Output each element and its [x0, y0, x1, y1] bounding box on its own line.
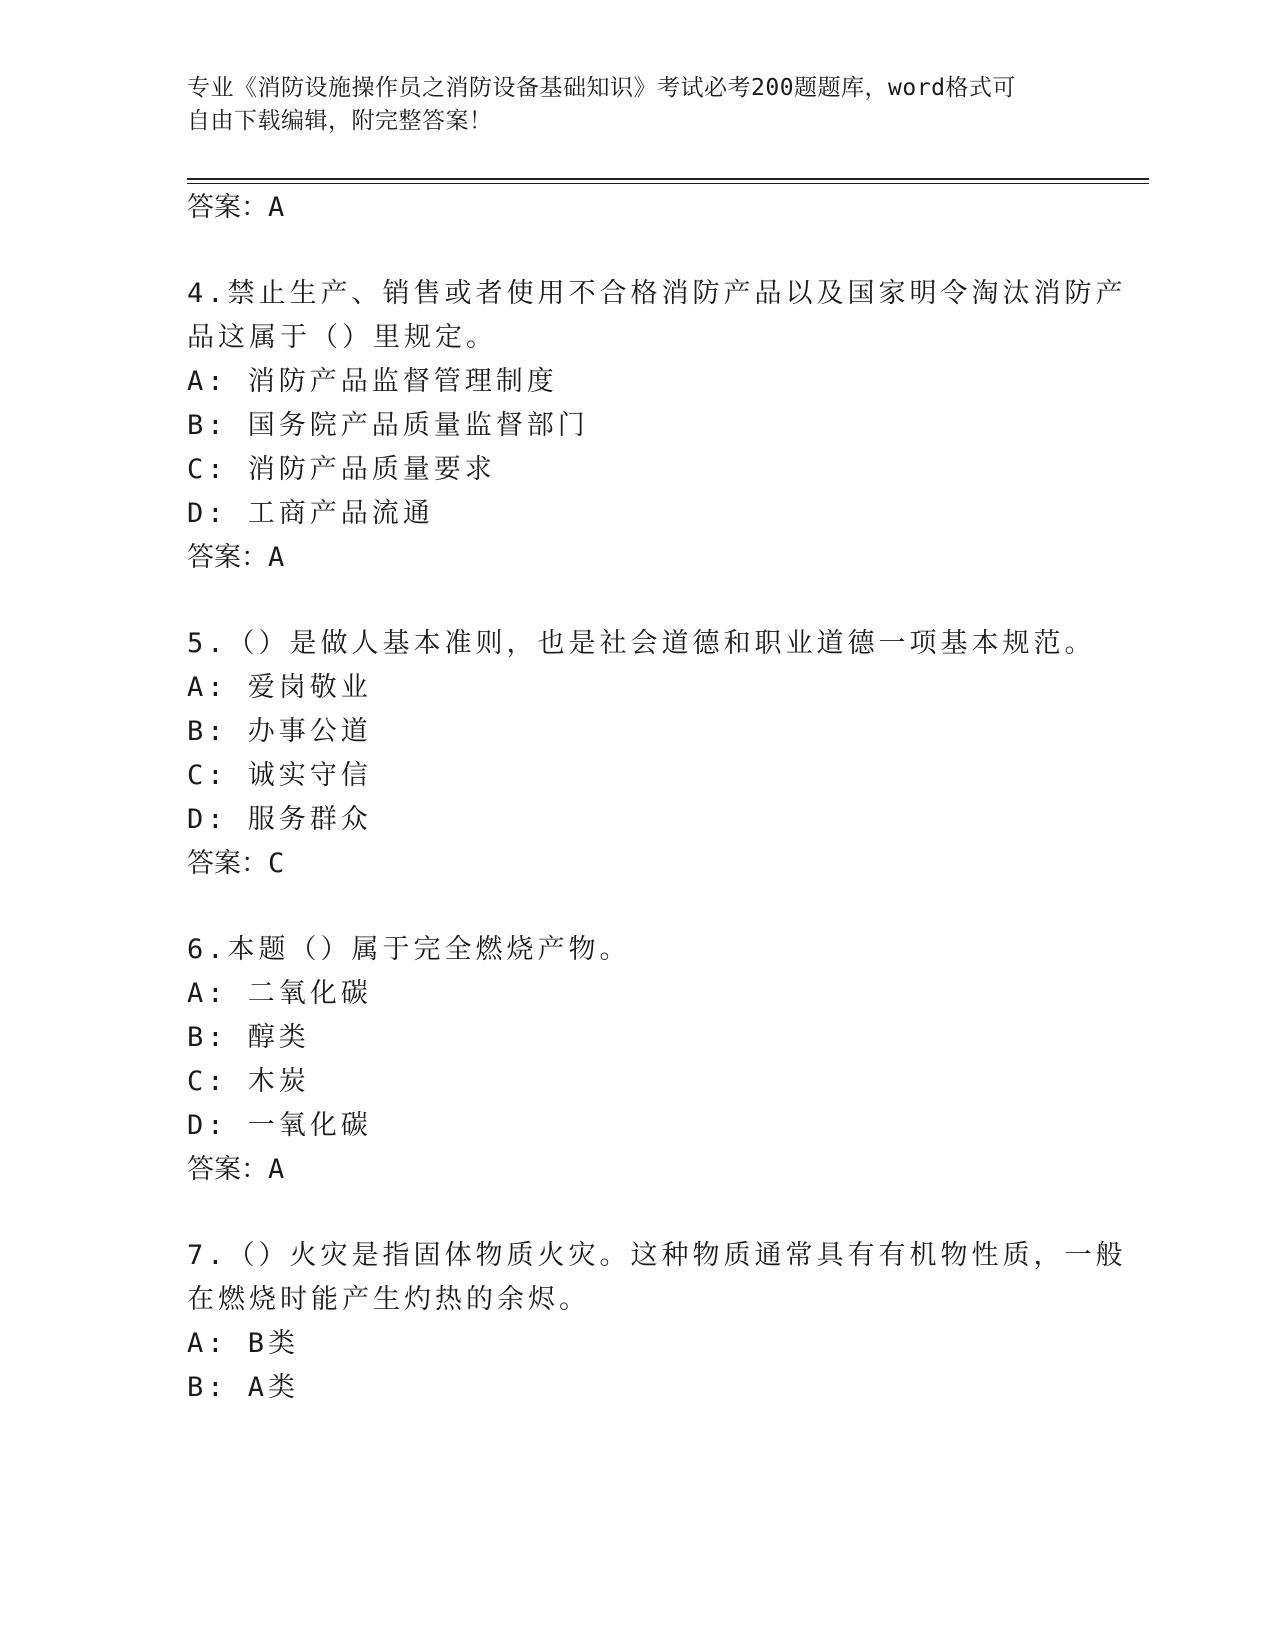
answer-label: 答案：	[187, 192, 268, 223]
q5-option-d: D: 服务群众	[187, 804, 372, 835]
q3-answer	[187, 191, 284, 225]
q7-option-a: A: B类	[187, 1328, 300, 1359]
q6-answer	[187, 1153, 284, 1187]
q7-stem-line-2: 在燃烧时能产生灼热的余烬。	[187, 1284, 590, 1315]
answer-value: A	[268, 1154, 285, 1185]
answer-value: A	[268, 192, 285, 223]
q6-option-b: B: 醇类	[187, 1022, 310, 1053]
header-title-line-1: 专业《消防设施操作员之消防设备基础知识》考试必考200题题库，word格式可	[187, 75, 1016, 101]
q6-option-a: A: 二氧化碳	[187, 978, 372, 1009]
q5-option-b: B: 办事公道	[187, 716, 372, 747]
header-title-line-2: 自由下载编辑，附完整答案！	[187, 108, 493, 134]
document-header	[187, 72, 1067, 138]
q6-option-c: C: 木炭	[187, 1066, 310, 1097]
answer-label: 答案：	[187, 1154, 268, 1185]
q5-stem-line-1: 5.（）是做人基本准则，也是社会道德和职业道德一项基本规范。	[187, 628, 1096, 659]
q4-stem-line-1: 4.禁止生产、销售或者使用不合格消防产品以及国家明令淘汰消防产	[187, 278, 1127, 309]
q6-option-d: D: 一氧化碳	[187, 1110, 372, 1141]
q4-stem-line-2: 品这属于（）里规定。	[187, 322, 497, 353]
q5-answer	[187, 847, 284, 881]
q4-option-a: A: 消防产品监督管理制度	[187, 366, 558, 397]
header-divider-thin	[187, 183, 1149, 184]
q6-stem-line-1: 6.本题（）属于完全燃烧产物。	[187, 934, 631, 965]
q7-stem-line-1: 7.（）火灾是指固体物质火灾。这种物质通常具有有机物性质，一般	[187, 1240, 1127, 1271]
q5-option-c: C: 诚实守信	[187, 760, 372, 791]
answer-label: 答案：	[187, 848, 268, 879]
q7-option-b: B: A类	[187, 1372, 300, 1403]
q4-option-d: D: 工商产品流通	[187, 498, 434, 529]
q4-option-b: B: 国务院产品质量监督部门	[187, 410, 589, 441]
q4-answer	[187, 541, 284, 575]
answer-value: C	[268, 848, 285, 879]
answer-label: 答案：	[187, 542, 268, 573]
q5-option-a: A: 爱岗敬业	[187, 672, 372, 703]
header-divider-thick	[187, 178, 1149, 180]
answer-value: A	[268, 542, 285, 573]
q4-option-c: C: 消防产品质量要求	[187, 454, 496, 485]
